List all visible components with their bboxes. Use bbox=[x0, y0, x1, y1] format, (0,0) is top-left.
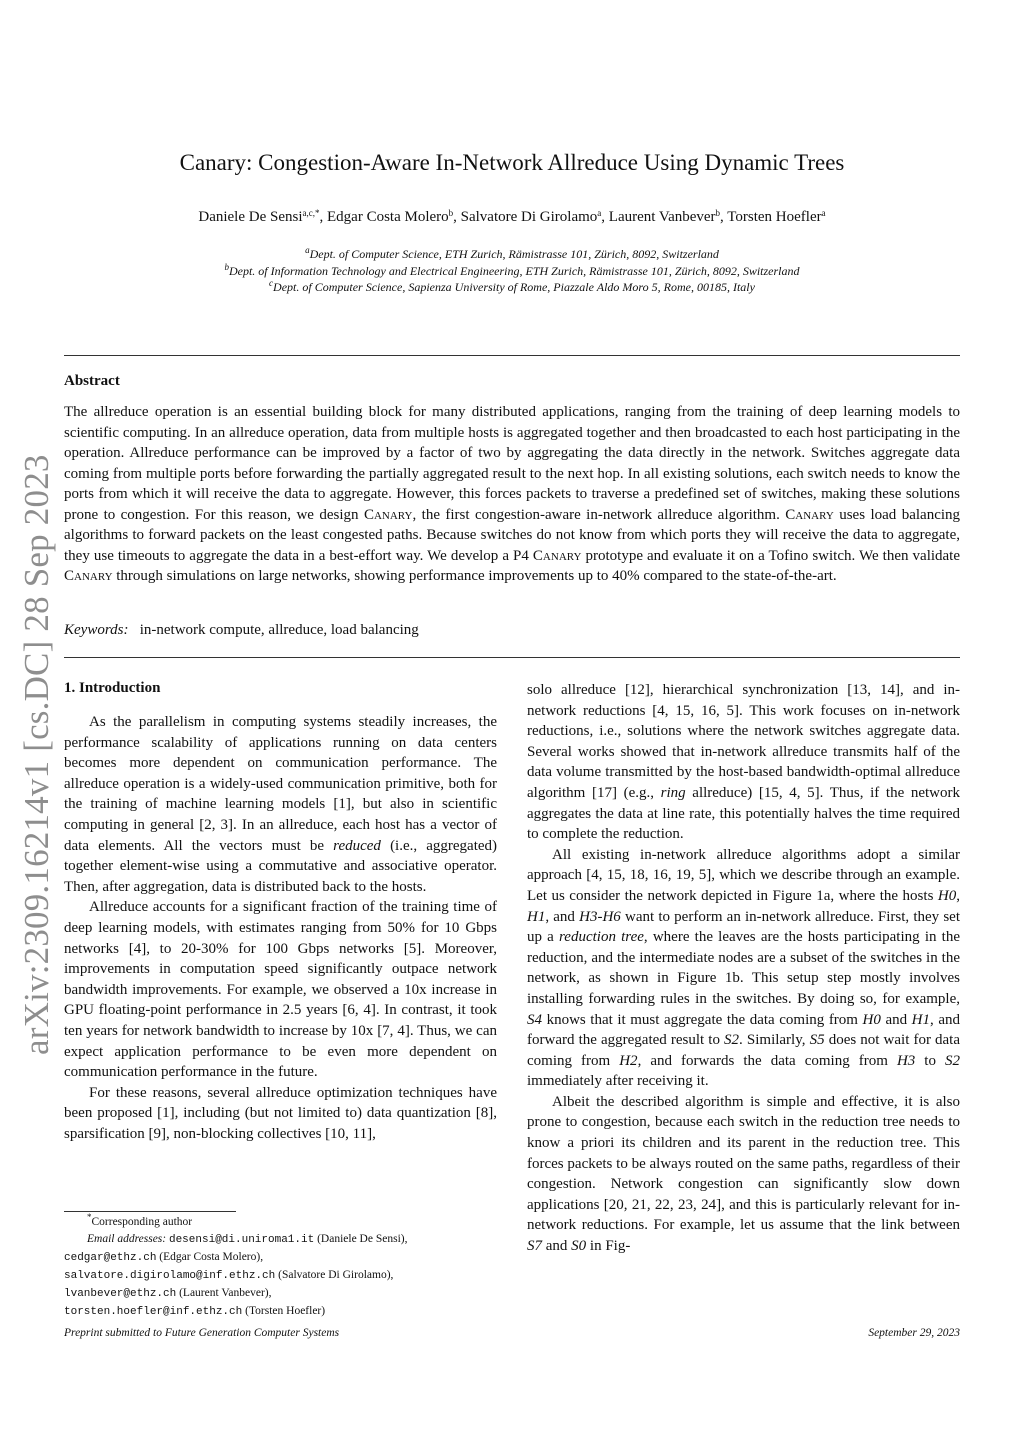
abstract-body: The allreduce operation is an essential building block for many distributed applications, ranging from the training of deep learning models to scientific computing. In an allreduce operation, data from multiple hosts is aggregated together and then broadcasted to each host participating in the operation. Allreduce performance can be improved by a factor of two by aggregating the data directly in the network. Switches aggregate data coming from multiple ports before forwarding the partially aggregated result to the next hop. In all existing solutions, each switch needs to know the ports from which it will receive the data to aggregate. However, this forces packets to traverse a predefined set of switches, making these solutions prone to congestion. For this reason, we design Canary, the first congestion-aware in-network allreduce algorithm. Canary uses load balancing algorithms to forward packets on the least congested paths. Because switches do not know from which ports they will receive the data to aggregate, they use timeouts to aggregate the data in a best-effort way. We develop a P4 Canary prototype and evaluate it on a Tofino switch. We then validate Canary through simulations on large networks, showing performance improvements up to 40% compared to the state-of-the-art. bbox=[64, 404, 961, 584]
corresponding-author-note: *Corresponding author bbox=[87, 1212, 193, 1228]
paragraph: solo allreduce [12], hierarchical synchronization [13, 14], and in-network reductions [4, 15, 16, 5]. This work focuses on in-network reductions, i.e., solutions where the network switches aggregate data. Several works showed that in-network allreduce transmits half of the data volume transmitted by the host-based bandwidth-optimal allreduce algorithm [17] (e.g., ring allreduce) [15, 4, 5]. Thus, if the network aggregates the data at line rate, this potentially halves the time required to complete the reduction. bbox=[527, 682, 961, 843]
keywords: Keywords: in-network compute, allreduce, load balancing bbox=[64, 622, 419, 638]
paragraph: For these reasons, several allreduce optimization techniques have been proposed [1], including (but not limited to) data quantization [8], sparsification [9], non-blocking collectives [10, 11], bbox=[64, 1084, 497, 1142]
footer-date: September 29, 2023 bbox=[868, 1327, 960, 1339]
paragraph: As the parallelism in computing systems steadily increases, the performance scalability of applications running on data centers becomes more dependent on communication performance. The allreduce operation is a widely-used communication primitive, both for the training of machine learning models [1], but also in scientific computing in general [2, 3]. In an allreduce, each host has a vector of data elements. All the vectors must be reduced (i.e., aggregated) together element-wise using a commutative and associative operator. Then, after aggregation, data is distributed back to the hosts. bbox=[64, 714, 498, 895]
author-list bbox=[0, 209, 1024, 226]
author: Daniele De Sensi$^{a,c,*}$, bbox=[198, 208, 327, 225]
email-link[interactable]: cedgar@ethz.ch bbox=[64, 1252, 157, 1264]
abstract-heading: Abstract bbox=[64, 373, 120, 389]
affiliation: $^b$Dept. of Information Technology and Electrical Engineering, ETH Zurich, Rämistrasse 101, Zürich, 8092, Switzerland bbox=[224, 261, 800, 278]
paper-title: Canary: Congestion-Aware In-Network Allreduce Using Dynamic Trees bbox=[179, 150, 845, 175]
paragraph: All existing in-network allreduce algorithms adopt a similar approach [4, 15, 18, 16, 19, 5], which we describe through an example. Let us consider the network depicted in Figure 1a, where the hosts H0, H1, and H3-H6 want to perform an in-network allreduce. First, they set up a reduction tree, where the leaves are the hosts participating in the reduction, and the intermediate nodes are a subset of the switches in the network, as shown in Figure 1b. This setup step mostly involves installing forwarding rules in the switches. By doing so, for example, S4 knows that it must aggregate the data coming from H0 and H1, and forward the aggregated result to S2. Similarly, S5 does not wait for data coming from H2, and forwards the data coming from H3 to S2 immediately after receiving it. bbox=[527, 846, 961, 1090]
arxiv-side-stamp: arXiv:2309.16214v1 [cs.DC] 28 Sep 2023 bbox=[17, 454, 56, 1055]
author: Laurent Vanbever$^b$, bbox=[608, 208, 728, 225]
affiliation-list bbox=[0, 246, 1024, 296]
footnote bbox=[64, 1214, 407, 1321]
email-line: torsten.hoefler@inf.ethz.ch (Torsten Hoefler) bbox=[64, 1305, 326, 1318]
email-link[interactable]: salvatore.digirolamo@inf.ethz.ch bbox=[64, 1270, 276, 1282]
email-link[interactable]: desensi@di.uniroma1.it bbox=[168, 1234, 315, 1246]
section-heading-introduction: 1. Introduction bbox=[64, 680, 161, 696]
footer-journal: Preprint submitted to Future Generation Computer Systems bbox=[64, 1327, 340, 1339]
left-column bbox=[64, 712, 497, 1144]
affiliation: $^a$Dept. of Computer Science, ETH Zurich, Rämistrasse 101, Zürich, 8092, Switzerland bbox=[305, 245, 719, 261]
email-line: salvatore.digirolamo@inf.ethz.ch (Salvatore Di Girolamo), bbox=[64, 1269, 394, 1282]
author: Salvatore Di Girolamo$^a$, bbox=[460, 208, 609, 225]
top-divider bbox=[64, 355, 960, 356]
right-column bbox=[527, 680, 960, 1257]
author: Edgar Costa Molero$^b$, bbox=[327, 208, 461, 225]
email-line: cedgar@ethz.ch (Edgar Costa Molero), bbox=[64, 1251, 264, 1264]
affiliation: $^c$Dept. of Computer Science, Sapienza University of Rome, Piazzale Aldo Moro 5, Rome, 00185, Italy bbox=[269, 278, 755, 294]
paragraph: Albeit the described algorithm is simple and effective, it is also prone to congestion, because each switch in the reduction tree needs to know a priori its children and its parent in the reduction tree. This forces packets to be always routed on the same paths, regardless of their congestion. Network congestion can significantly slow down applications [20, 21, 22, 23, 24], and this is particularly relevant for in-network reductions. For example, let us assume that the link between S7 and S0 in Fig- bbox=[527, 1093, 960, 1255]
email-link[interactable]: torsten.hoefler@inf.ethz.ch bbox=[64, 1306, 243, 1318]
bottom-divider bbox=[64, 657, 960, 658]
email-line: lvanbever@ethz.ch (Laurent Vanbever), bbox=[64, 1287, 272, 1300]
author: Torsten Hoefler$^a$ bbox=[727, 208, 826, 225]
email-link[interactable]: lvanbever@ethz.ch bbox=[64, 1288, 177, 1300]
paragraph: Allreduce accounts for a significant fraction of the training time of deep learning models, with estimates ranging from 50% for 10 Gbps networks [4], to 20-30% for 100 Gbps networks [5]. Moreover, improvements in computation speed significantly outpace network bandwidth improvements. For example, we observed a 10x increase in GPU floating-point performance in 2.5 years [6, 4]. In contrast, it took ten years for network bandwidth to increase by 10x [7, 4]. Thus, we can expect application performance to be even more dependent on communication performance in the future. bbox=[64, 899, 497, 1081]
email-line: Email addresses: desensi@di.uniroma1.it (Daniele De Sensi), bbox=[87, 1233, 408, 1246]
